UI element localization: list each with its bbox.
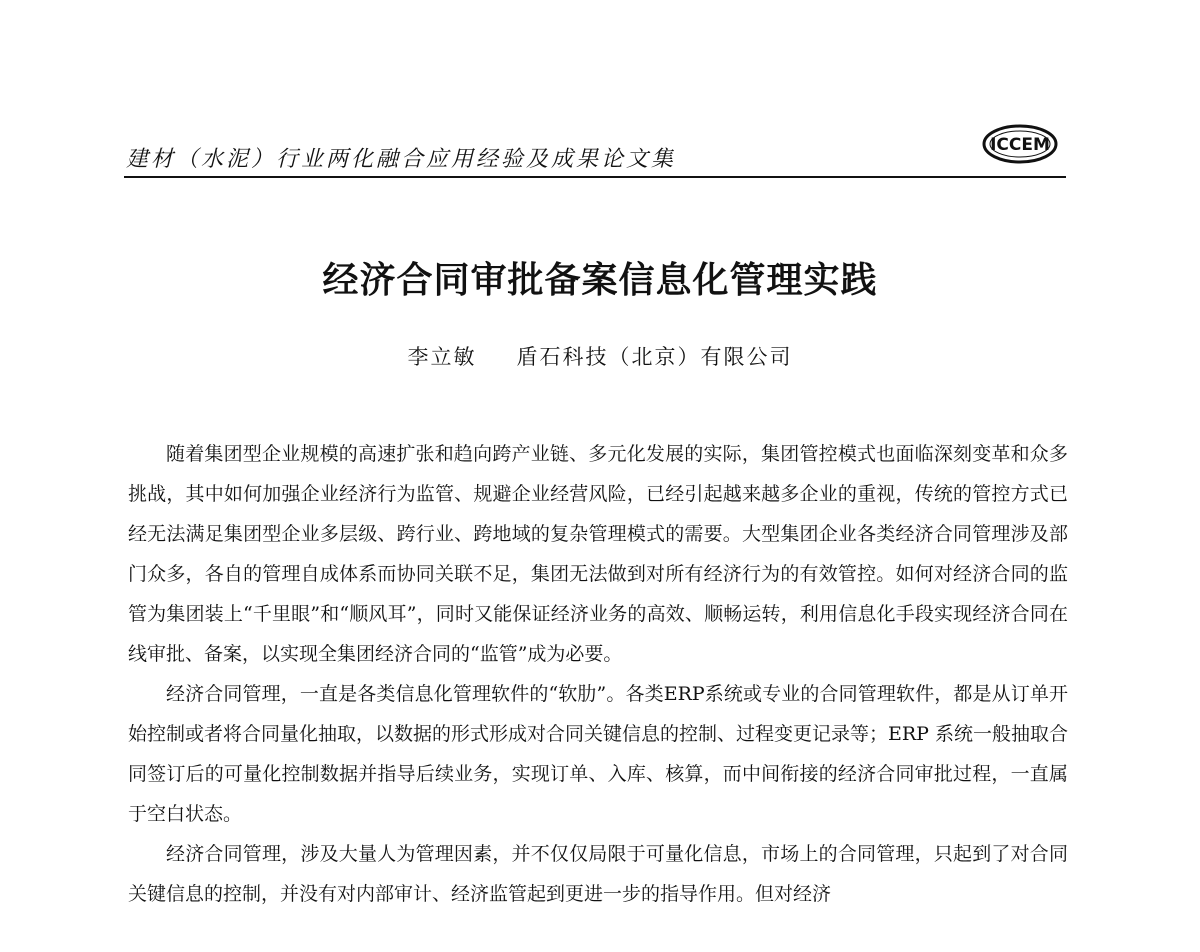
paragraph: 经济合同管理，一直是各类信息化管理软件的“软肋”。各类ERP系统或专业的合同管理软件，都是从订单开始控制或者将合同量化抽取，以数据的形式形成对合同关键信息的控制、过程变更记录等；ERP 系统一般抽取合同签订后的可量化控制数据并指导后续业务，实现订单、入库、核算，而中间衔接的经济合同审批过程，一直属于空白状态。 <box>128 683 1069 825</box>
body-text <box>128 434 1068 914</box>
byline <box>0 341 1200 371</box>
logo-text: ICCEM <box>990 135 1050 155</box>
article-title: 经济合同审批备案信息化管理实践 <box>322 259 878 301</box>
author-affiliation: 盾石科技（北京）有限公司 <box>516 345 793 369</box>
iccem-logo <box>982 124 1058 164</box>
author-name: 李立敏 <box>407 345 477 369</box>
paragraph: 经济合同管理，涉及大量人为管理因素，并不仅仅局限于可量化信息，市场上的合同管理，只起到了对合同关键信息的控制，并没有对内部审计、经济监管起到更进一步的指导作用。但对经济 <box>128 843 1068 905</box>
paragraph: 随着集团型企业规模的高速扩张和趋向跨产业链、多元化发展的实际，集团管控模式也面临深刻变革和众多挑战，其中如何加强企业经济行为监管、规避企业经营风险，已经引起越来越多企业的重视，传统的管控方式已经无法满足集团型企业多层级、跨行业、跨地域的复杂管理模式的需要。大型集团企业各类经济合同管理涉及部门众多，各自的管理自成体系而协同关联不足，集团无法做到对所有经济行为的有效管控。如何对经济合同的监管为集团装上“千里眼”和“顺风耳”，同时又能保证经济业务的高效、顺畅运转，利用信息化手段实现经济合同在线审批、备案，以实现全集团经济合同的“监管”成为必要。 <box>128 443 1068 665</box>
header-divider <box>124 176 1066 178</box>
running-header-title: 建材（水泥）行业两化融合应用经验及成果论文集 <box>126 147 677 172</box>
